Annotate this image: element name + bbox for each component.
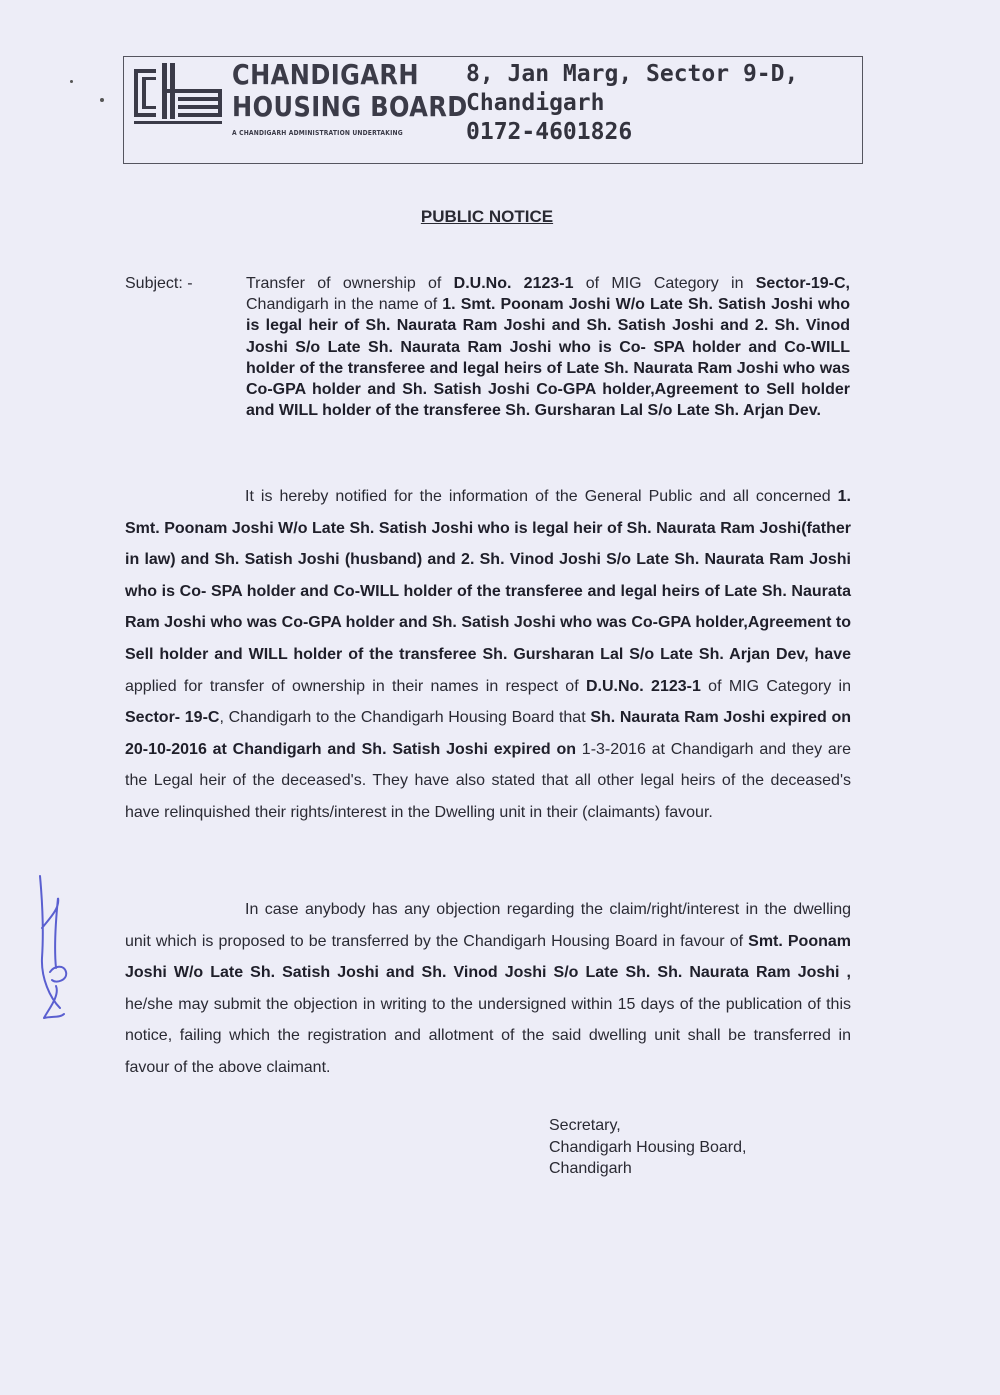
paragraph-text: It is hereby notified for the information of the General Public and all concerned [245, 488, 838, 505]
org-tagline: A CHANDIGARH ADMINISTRATION UNDERTAKING [232, 129, 403, 137]
paragraph-bold-text: Sector- 19-C [125, 709, 220, 727]
handwritten-signature-icon [30, 868, 90, 1028]
subject-text [246, 273, 850, 421]
paragraph-bold-text: 1. Smt. Poonam Joshi W/o Late Sh. Satish Joshi who is legal heir of Sh. Naurata Ram Joshi(father in law) and Sh. Satish Joshi (husband) and 2. Sh. Vinod Joshi S/o Late Sh. Naurata Ram Joshi who is Co- SPA holder and Co-WILL holder of the transferee and legal heirs of Late Sh. Naurata Ram Joshi who was Co-GPA holder and Sh. Satish Joshi who was Co-GPA holder,Agreement to Sell holder and WILL holder of the transferee Sh. Gursharan Lal S/o Late Sh. Arjan Dev, have [125, 488, 851, 663]
subject-text-part: of MIG Category in [573, 275, 756, 292]
address-line1: 8, Jan Marg, Sector 9-D, [466, 61, 799, 87]
letterhead [123, 56, 863, 164]
signoff-organization: Chandigarh Housing Board, [549, 1138, 747, 1156]
phone-number: 0172-4601826 [466, 119, 633, 145]
paragraph-text: In case anybody has any objection regarding the claim/right/interest in the dwelling unit which is proposed to be transferred by the Chandigarh Housing Board in favour of [125, 901, 851, 950]
org-name-line1: CHANDIGARH [232, 58, 419, 91]
subject-label: Subject: - [125, 275, 193, 292]
subject-text-part: Chandigarh in the name of [246, 296, 443, 314]
paragraph-bold-text: D.U.No. 2123-1 [585, 677, 701, 695]
address-line2: Chandigarh [466, 90, 605, 116]
paragraph-text: applied for transfer of ownership in their names in respect of [125, 677, 586, 695]
notice-paragraph-1 [125, 481, 851, 829]
signoff-city: Chandigarh [549, 1160, 632, 1177]
scan-speck [70, 80, 73, 83]
subject-du-number: D.U.No. 2123-1 [453, 275, 574, 292]
paragraph-text: he/she may submit the objection in writing to the undersigned within 15 days of the publication of this notice, failing which the registration and allotment of the said dwelling unit shall be transferred in favour of the above claimant. [125, 995, 851, 1076]
subject-claimants: 1. Smt. Poonam Joshi W/o Late Sh. Satish Joshi who is legal heir of Sh. Naurata Ram Joshi and Sh. Satish Joshi and 2. Sh. Vinod Joshi S/o Late Sh. Naurata Ram Joshi who is Co- SPA holder and Co-WILL holder of the transferee and legal heirs of Late Sh. Naurata Ram Joshi who was Co-GPA holder and Sh. Satish Joshi Co-GPA holder,Agreement to Sell holder and WILL holder of the transferee Sh. Gursharan Lal S/o Late Sh. Arjan Dev. [246, 296, 850, 420]
scan-speck [100, 98, 104, 102]
chb-logo-icon [134, 63, 230, 125]
subject-text-part: Transfer of ownership of [246, 275, 454, 292]
paragraph-bold-text: Sh. Naurata Ram Joshi expired on 20-10-2016 at Chandigarh and Sh. Satish Joshi expired on [125, 709, 852, 758]
paragraph-text: , Chandigarh to the Chandigarh Housing Board that [219, 709, 591, 727]
paragraph-bold-text: Smt. Poonam Joshi W/o Late Sh. Satish Joshi and Sh. Vinod Joshi S/o Late Sh. Sh. Naurata Ram Joshi , [125, 932, 852, 982]
signoff-block [549, 1115, 746, 1180]
paragraph-text: of MIG Category in [700, 677, 852, 695]
signoff-title: Secretary, [549, 1117, 621, 1134]
paragraph-text: 1-3-2016 at Chandigarh and they are the Legal heir of the deceased's. They have also stated that all other legal heirs of the deceased's have relinquished their rights/interest in the Dwelling unit in their (claimants) favour. [125, 740, 852, 821]
org-name-line2: HOUSING BOARD [232, 90, 468, 123]
subject-sector: Sector-19-C, [755, 275, 850, 292]
notice-paragraph-2 [125, 894, 851, 1084]
notice-title: PUBLIC NOTICE [420, 207, 554, 226]
